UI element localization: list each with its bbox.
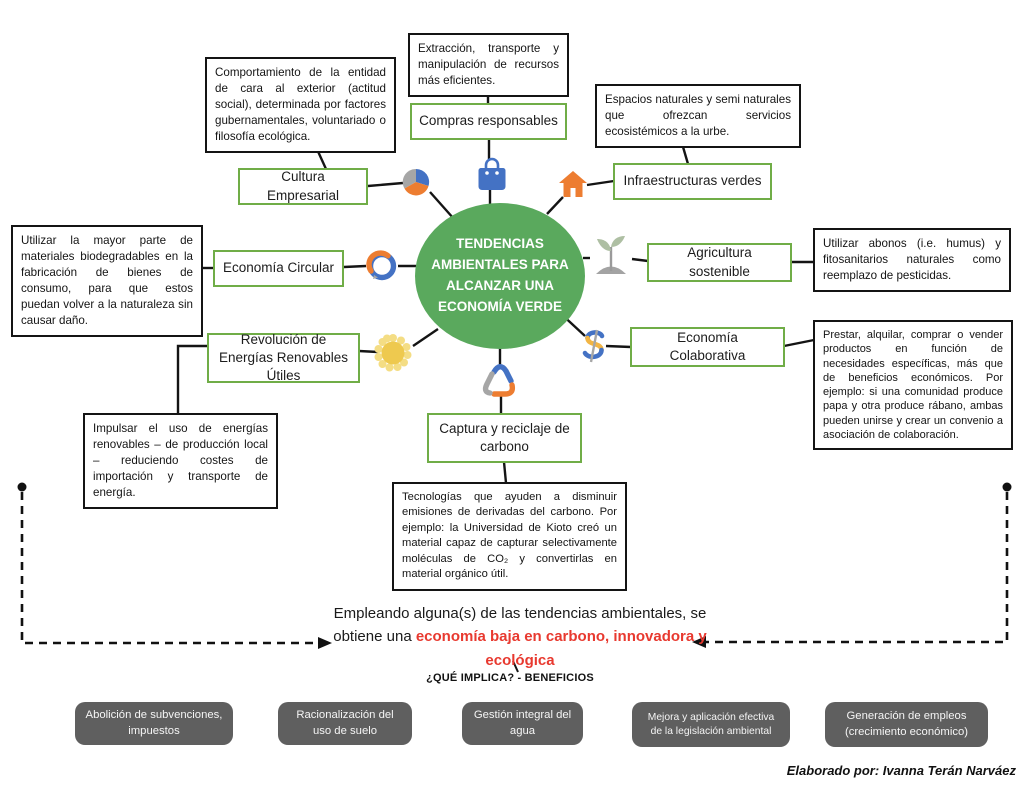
pie-chart-icon — [399, 167, 433, 199]
conclusion-text: Empleando alguna(s) de las tendencias ambientales, se obtiene una — [333, 605, 707, 646]
branch-desc-cultura-empresarial: Comportamiento de la entidad de cara al exterior (actitud social), determinada por factores gubernamentales, voluntariado o filosofía ecológica. — [205, 57, 396, 153]
branch-label-infraestructuras-verdes: Infraestructuras verdes — [613, 163, 772, 200]
central-topic-title: TENDENCIAS AMBIENTALES PARA ALCANZAR UNA ECONOMÍA VERDE — [431, 236, 569, 314]
branch-label-economia-colaborativa: Economía Colaborativa — [630, 327, 785, 367]
house-icon — [558, 170, 588, 198]
circular-arrows-icon — [364, 248, 400, 284]
branch-desc-agricultura-sostenible: Utilizar abonos (i.e. humus) y fitosanitarios naturales como reemplazo de pesticidas. — [813, 228, 1011, 292]
recycle-icon — [479, 361, 521, 399]
branch-desc-infraestructuras-verdes: Espacios naturales y semi naturales que ofrezcan servicios ecosistémicos a la urbe. — [595, 84, 801, 148]
benefit-box-1: Abolición de subvenciones, impuestos — [75, 702, 233, 745]
seedling-icon — [587, 231, 635, 279]
conclusion-statement — [318, 602, 722, 672]
implies-label: ¿QUÉ IMPLICA? - BENEFICIOS — [426, 672, 594, 684]
benefit-box-2: Racionalización del uso de suelo — [278, 702, 412, 745]
branch-label-economia-circular: Economía Circular — [213, 250, 344, 287]
branch-desc-economia-colaborativa: Prestar, alquilar, comprar o vender productos en función de necesidades específicas, más que de beneficios económicos. Por ejemplo: si una comunidad produce papa y otra produce rábano, ambas pueden unirse y crear un convenio a asociación de colaboración. — [813, 320, 1013, 450]
author-credit: Elaborado por: Ivanna Terán Narváez — [786, 763, 1016, 778]
benefit-box-4: Mejora y aplicación efectiva de la legislación ambiental — [632, 702, 790, 747]
branch-label-cultura-empresarial: Cultura Empresarial — [238, 168, 368, 205]
benefit-box-3: Gestión integral del agua — [462, 702, 583, 745]
branch-label-revolucion-energias-renovables: Revolución de Energías Renovables Útiles — [207, 333, 360, 383]
benefit-box-5: Generación de empleos (crecimiento económico) — [825, 702, 988, 747]
sun-icon — [373, 334, 413, 372]
branch-label-compras-responsables: Compras responsables — [410, 103, 567, 140]
branch-label-agricultura-sostenible: Agricultura sostenible — [647, 243, 792, 282]
branch-desc-captura-reciclaje-carbono: Tecnologías que ayuden a disminuir emisiones de derivadas del carbono. Por ejemplo: la Universidad de Kioto creó un material capaz de capturar selectivamente moléculas de CO₂ y convertirlas en material orgánico útil. — [392, 482, 627, 591]
shopping-bag-icon — [475, 156, 509, 192]
central-topic — [415, 203, 585, 349]
dollar-icon — [578, 328, 610, 364]
branch-desc-economia-circular: Utilizar la mayor parte de materiales biodegradables en la fabricación de bienes de consumo, para que estos puedan volver a la naturaleza sin causar daño. — [11, 225, 203, 337]
conclusion-highlight: economía baja en carbono, innovadora y ecológica — [415, 628, 707, 669]
branch-desc-compras-responsables: Extracción, transporte y manipulación de recursos más eficientes. — [408, 33, 569, 97]
branch-desc-revolucion-energias-renovables: Impulsar el uso de energías renovables – de producción local – reduciendo costes de importación y transporte de energía. — [83, 413, 278, 509]
branch-label-captura-reciclaje-carbono: Captura y reciclaje de carbono — [427, 413, 582, 463]
